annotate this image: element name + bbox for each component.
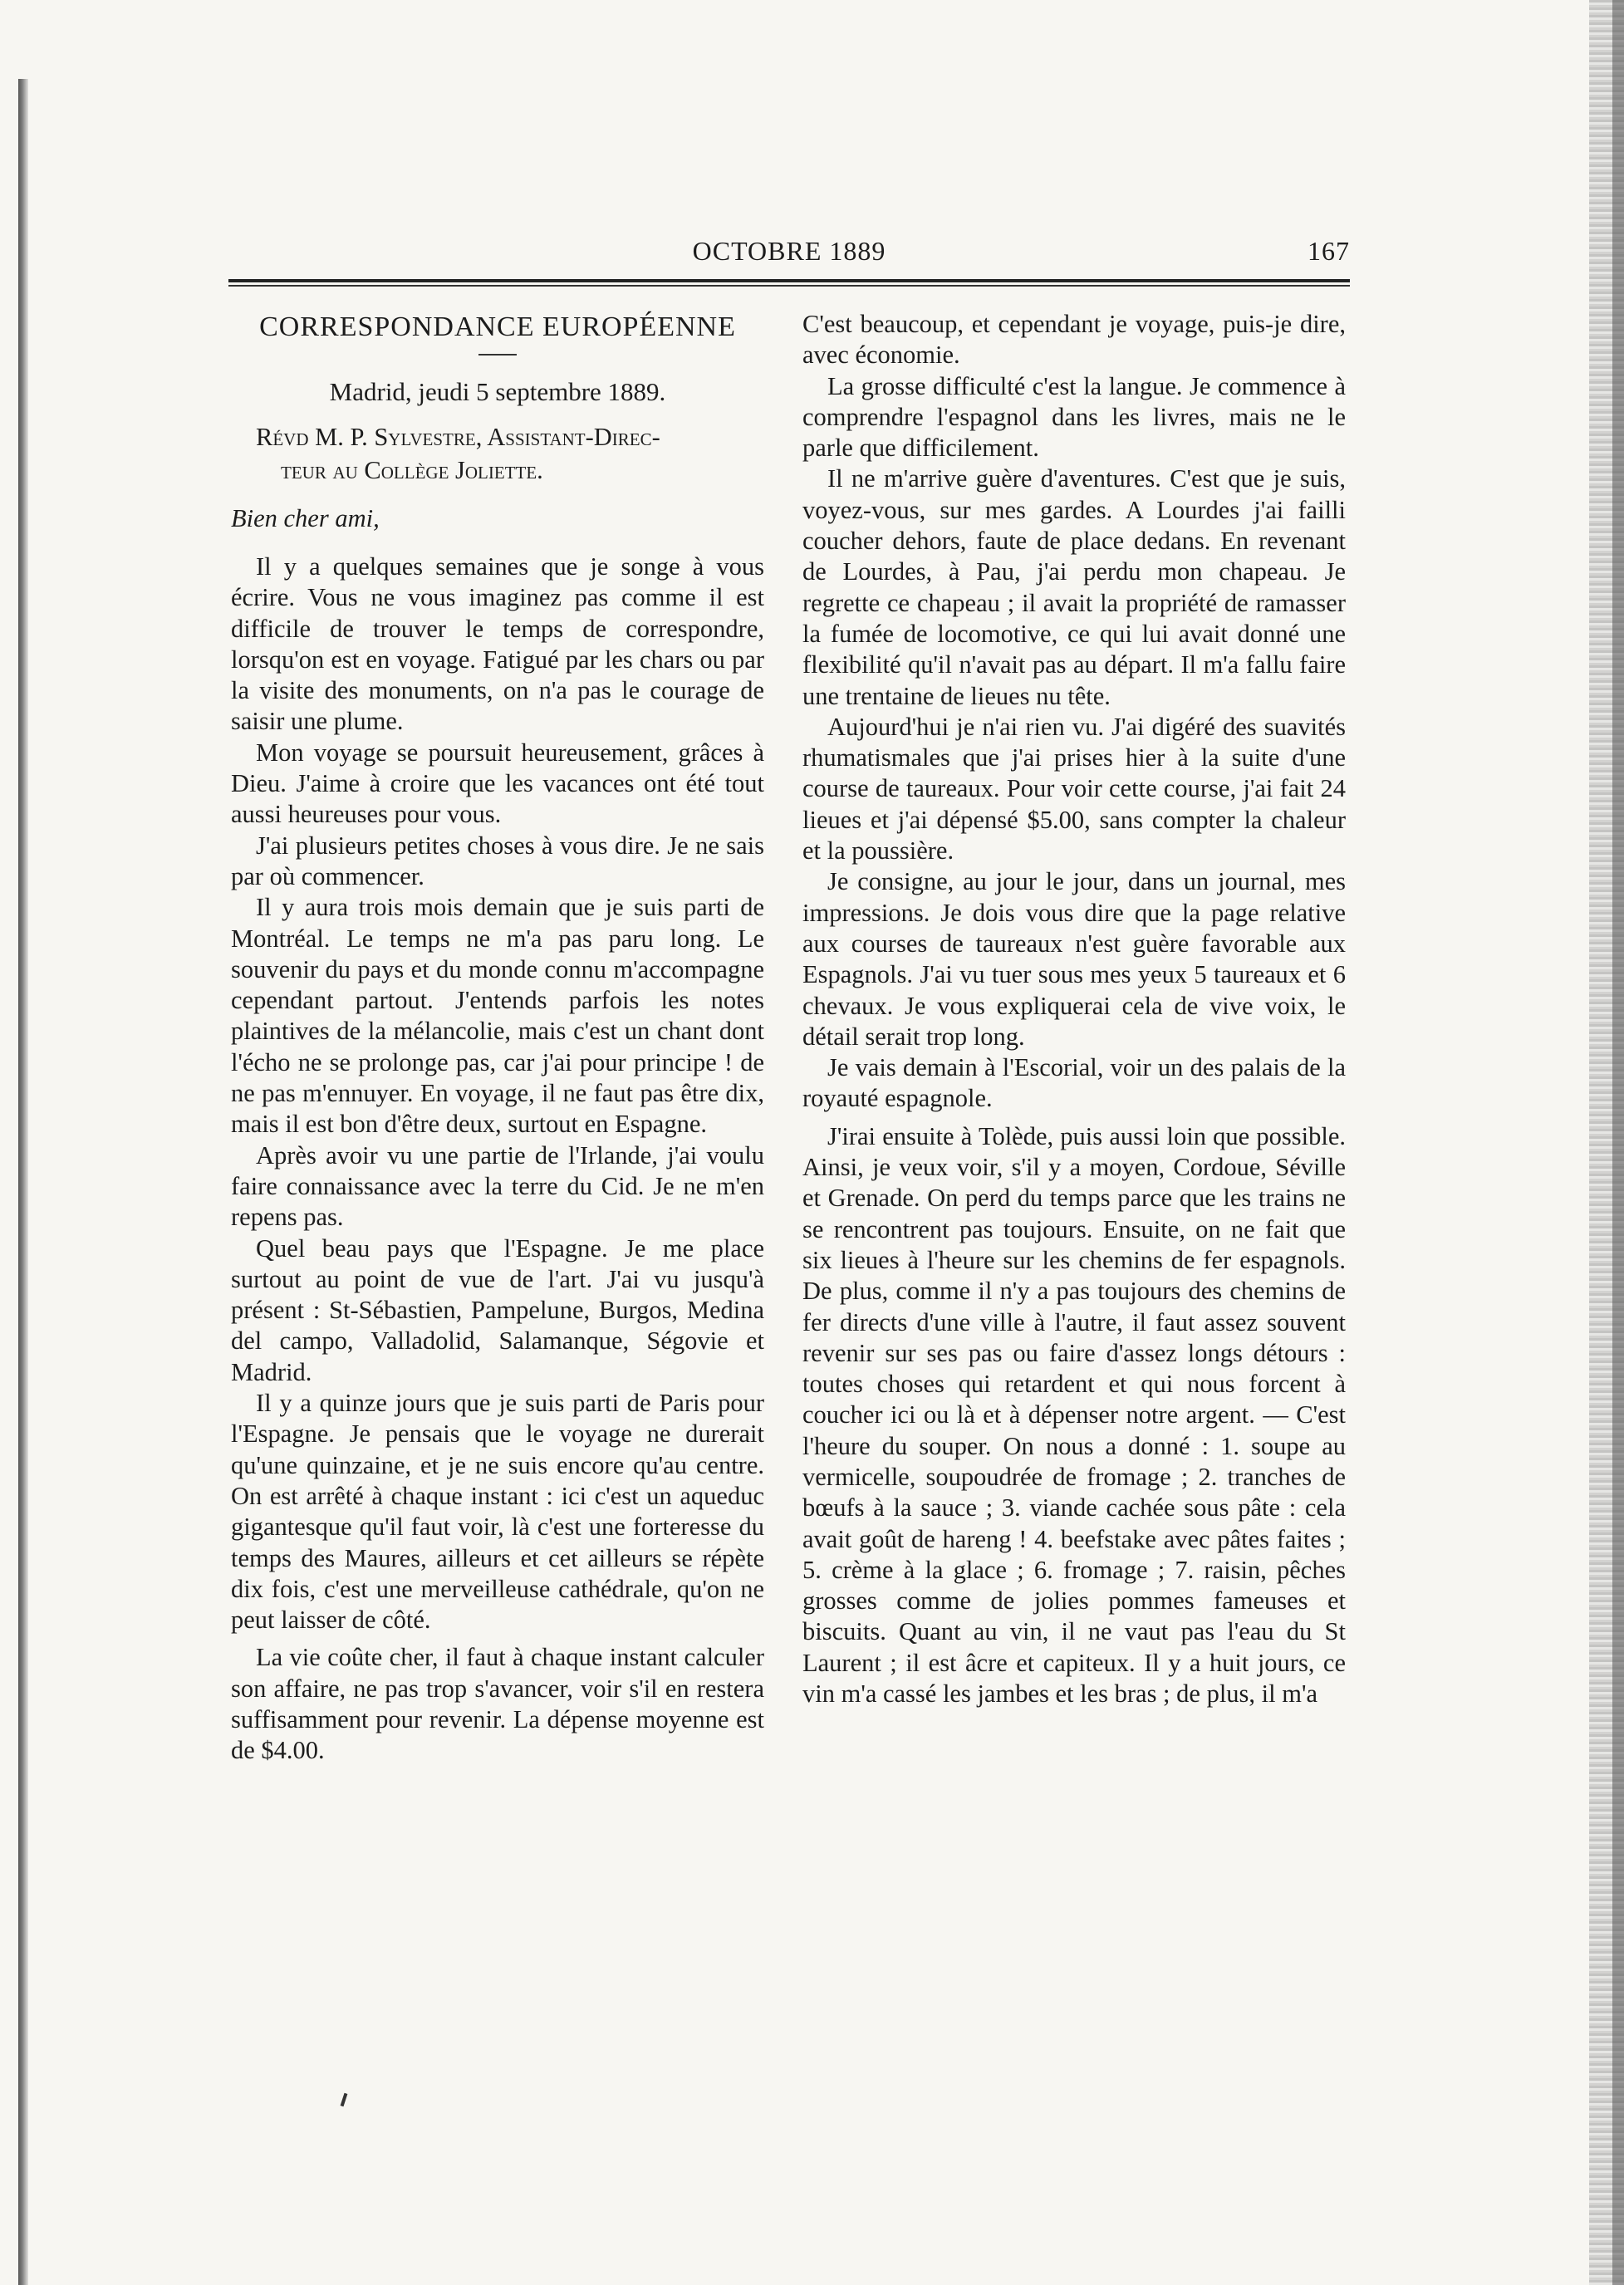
paragraph: Quel beau pays que l'Espagne. Je me place surtout au point de vue de l'art. J'ai vu jusqu'à présent : St-Sébastien, Pampelune, Burgos, Medina del campo, Valladolid, Salamanque, Ségovie et Madrid. [231,1233,764,1386]
header-rule-thick [228,279,1350,282]
paragraph: Aujourd'hui je n'ai rien vu. J'ai digéré des suavités rhumatismales que j'ai prises hier à la suite d'une course de taureaux. Pour voir cette course, j'ai fait 24 lieues et j'ai dépensé $5.00, sans compter la chaleur et la poussière. [802,712,1346,865]
paragraph: Après avoir vu une partie de l'Irlande, j'ai voulu faire connaissance avec la terre du Cid. Je ne m'en repens pas. [231,1140,764,1232]
paragraph: La grosse difficulté c'est la langue. Je commence à comprendre l'espagnol dans les livres, mais ne le parle que difficilement. [802,371,1346,463]
scan-edge-left [18,79,28,2285]
addressee [231,420,764,487]
scan-edge-right-dark [1612,0,1624,2285]
left-column [231,309,764,1767]
heading-divider [478,354,517,355]
paragraph: J'ai plusieurs petites choses à vous dire. Je ne sais par où commencer. [231,831,764,890]
dateline: Madrid, jeudi 5 septembre 1889. [329,377,666,406]
paragraph: Il y aura trois mois demain que je suis parti de Montréal. Le temps ne m'a pas paru long. Le souvenir du pays et du monde connu m'accompagne cependant partout. J'entends parfois les notes plaintives de la mélancolie, mais c'est un chant dont l'écho ne se prolonge pas, car j'ai pour principe ! de ne pas m'ennuyer. En voyage, il ne faut pas être dix, mais il est bon d'être deux, surtout en Espagne. [231,893,764,1139]
paragraph: La vie coûte cher, il faut à chaque instant calculer son affaire, ne pas trop s'avancer, voir s'il en restera suffisamment pour revenir. La dépense moyenne est de $4.00. [231,1643,764,1765]
paragraph: Mon voyage se poursuit heureusement, grâces à Dieu. J'aime à croire que les vacances ont été tout aussi heureuses pour vous. [231,738,764,829]
paragraph: C'est beaucoup, et cependant je voyage, puis-je dire, avec économie. [802,310,1346,370]
paragraph: Il y a quelques semaines que je songe à vous écrire. Vous ne vous imaginez pas comme il est difficile de trouver le temps de correspondre, lorsqu'on est en voyage. Fatigué par les chars ou par la visite des monuments, on n'a pas le courage de saisir une plume. [231,552,764,736]
paragraph: Je consigne, au jour le jour, dans un journal, mes impressions. Je dois vous dire que la page relative aux courses de taureaux n'est guère favorable aux Espagnols. J'ai vu tuer sous mes yeux 5 taureaux et 6 chevaux. Je vous expliquerai cela de vive voix, le détail serait trop long. [802,867,1346,1051]
article-heading: CORRESPONDANCE EUROPÉENNE [259,311,736,342]
paragraph: J'irai ensuite à Tolède, puis aussi loin que possible. Ainsi, je veux voir, s'il y a moyen, Cordoue, Séville et Grenade. On perd du temps parce que les trains ne se rencontrent pas toujours. Ensuite, on ne fait que six lieues à l'heure sur les chemins de fer espagnols. De plus, comme il n'y a pas toujours des chemins de fer directs d'une ville à l'autre, il faut assez souvent revenir sur ses pas ou faire d'assez longs détours : toutes choses qui retardent et qui nous forcent à coucher ici ou là et à dépenser notre argent. — C'est l'heure du souper. On nous a donné : 1. soupe au vermicelle, soupoudrée de fromage ; 2. tranches de bœufs à la sauce ; 3. viande cachée sous pâte : cela avait goût de hareng ! 4. beefstake avec pâtes faites ; 5. crème à la glace ; 6. fromage ; 7. raisin, pêches grosses comme de jolies pommes fameuses et biscuits. Quant au vin, il ne vaut pas l'eau du St Laurent ; il est âcre et capiteux. Il y a huit jours, ce vin m'a cassé les jambes et les bras ; de plus, il m'a [802,1121,1346,1709]
paragraph: Il ne m'arrive guère d'aventures. C'est que je suis, voyez-vous, sur mes gardes. A Lourdes j'ai failli coucher dehors, faute de place dedans. En revenant de Lourdes, à Pau, j'ai perdu mon chapeau. Je regrette ce chapeau ; il avait la propriété de ramasser la fumée de locomotive, ce qui lui avait donné une flexibilité qu'il n'avait pas au départ. Il m'a fallu faire une trentaine de lieues nu tête. [802,464,1346,710]
salutation: Bien cher ami, [231,504,380,532]
paragraph: Je vais demain à l'Escorial, voir un des palais de la royauté espagnole. [802,1053,1346,1113]
addressee-line-1: Révd M. P. Sylvestre, Assistant-Direc- [256,423,660,451]
page-number: 167 [1308,236,1350,266]
paragraph: Il y a quinze jours que je suis parti de Paris pour l'Espagne. Je pensais que le voyage ne durerait qu'une quinzaine, et je ne suis encore qu'au centre. On est arrêté à chaque instant : ici c'est un aqueduc gigantesque qu'il faut voir, là c'est une forteresse du temps des Maures, ailleurs et cet ailleurs se répète dix fois, c'est une merveilleuse cathédrale, qu'on ne peut laisser de côté. [231,1389,764,1635]
running-header [228,233,1350,274]
header-title: OCTOBRE 1889 [692,236,886,266]
ink-mark [341,2093,348,2106]
header-rule-thin [228,285,1350,287]
addressee-line-2: teur au Collège Joliette. [281,456,543,484]
right-column [802,309,1346,1709]
